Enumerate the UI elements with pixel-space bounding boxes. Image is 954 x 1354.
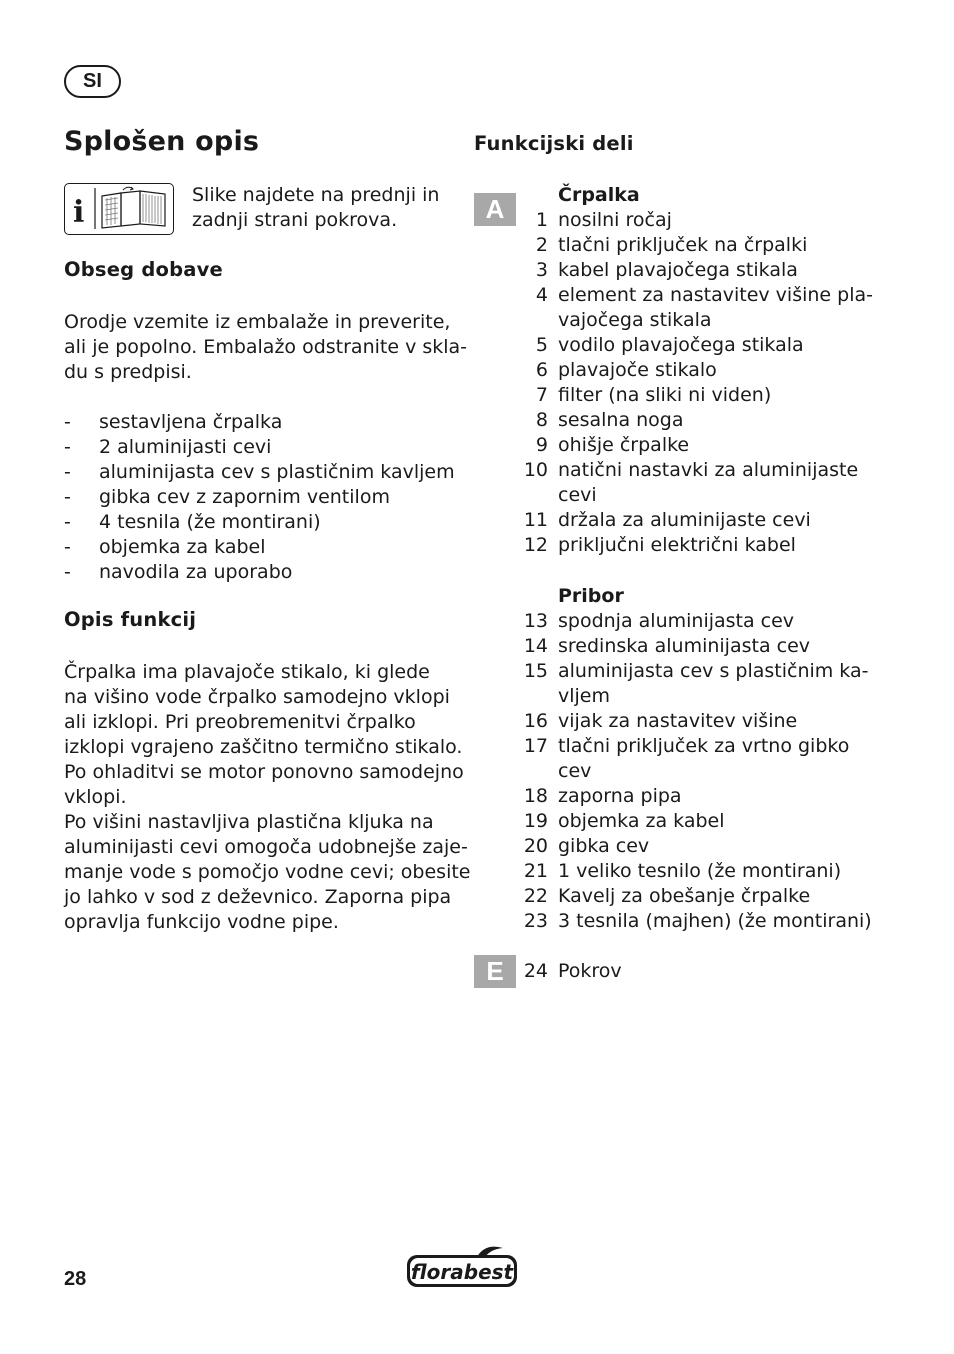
function-text-line: izklopi vgrajeno zaščitno termično stikalo. [64,736,463,758]
svg-text:i: i [73,195,85,230]
pump-subheading: Črpalka [558,184,640,206]
function-text-line: Po ohladitvi se motor ponovno samodejno [64,761,464,783]
part-number: 9 [535,434,548,456]
function-text-line: manje vode s pomočjo vodne cevi; obesite [64,861,471,883]
part-number: 24 [523,960,548,982]
part-number: 11 [523,509,548,531]
part-number: 1 [535,209,548,231]
part-label: vajočega stikala [558,309,712,331]
function-text-line: na višino vode črpalko samodejno vklopi [64,686,450,708]
part-number: 21 [523,860,548,882]
parts-heading: Funkcijski deli [474,132,634,155]
part-number: 7 [535,384,548,406]
part-number: 18 [523,785,548,807]
function-text-line: aluminijasti cevi omogoča udobnejše zaje- [64,836,468,858]
part-number: 6 [535,359,548,381]
part-label: gibka cev [558,835,650,857]
part-label: element za nastavitev višine pla- [558,284,873,306]
part-number: 19 [523,810,548,832]
part-label: Pokrov [558,960,622,982]
part-number: 5 [535,334,548,356]
part-label: 1 veliko tesnilo (že montirani) [558,860,842,882]
scope-intro-line: ali je popolno. Embalažo odstranite v skla- [64,336,468,358]
part-label: priključni električni kabel [558,534,796,556]
part-label: tlačni priključek za vrtno gibko [558,735,850,757]
function-text-line: Črpalka ima plavajoče stikalo, ki glede [64,661,430,683]
part-number: 2 [535,234,548,256]
function-text [64,660,471,935]
function-text-line: opravlja funkcijo vodne pipe. [64,911,339,933]
part-label: natični nastavki za aluminijaste [558,459,859,481]
part-number: 4 [535,284,548,306]
part-label: kabel plavajočega stikala [558,259,798,281]
function-text-line: ali izklopi. Pri preobremenitvi črpalko [64,711,416,733]
part-label: cevi [558,484,597,506]
part-label: držala za aluminijaste cevi [558,509,811,531]
page-number: 28 [64,1268,87,1290]
part-label: zaporna pipa [558,785,682,807]
part-label: tlačni priključek na črpalki [558,234,808,256]
part-label: nosilni ročaj [558,209,672,231]
scope-intro-line: du s predpisi. [64,361,192,383]
part-number: 12 [523,534,548,556]
part-label: spodnja aluminijasta cev [558,610,795,632]
part-label: objemka za kabel [558,810,725,832]
function-heading: Opis funkcij [64,608,197,631]
info-note [192,183,439,233]
info-note-line: zadnji strani pokrova. [192,209,398,231]
part-label: sredinska aluminijasta cev [558,635,811,657]
part-label: plavajoče stikalo [558,359,717,381]
function-text-line: Po višini nastavljiva plastična kljuka na [64,811,434,833]
function-text-line: jo lahko v sod z deževnico. Zaporna pipa [64,886,452,908]
part-label: filter (na sliki ni viden) [558,384,772,406]
scope-intro [64,310,467,385]
part-number: 3 [535,259,548,281]
function-text-line: vklopi. [64,786,127,808]
part-number: 15 [523,660,548,682]
part-label: vodilo plavajočega stikala [558,334,804,356]
figure-marker-a: A [474,193,516,226]
part-number: 14 [523,635,548,657]
info-note-line: Slike najdete na prednji in [192,184,440,206]
language-badge: SI [64,65,121,98]
scope-intro-line: Orodje vzemite iz embalaže in preverite, [64,311,451,333]
part-number: 10 [523,459,548,481]
page-title: Splošen opis [64,126,260,157]
svg-text:florabest: florabest [410,1260,514,1284]
part-number: 22 [523,885,548,907]
part-label: cev [558,760,592,782]
part-label: vijak za nastavitev višine [558,710,798,732]
part-label: ohišje črpalke [558,434,690,456]
info-book-icon [64,183,174,235]
accessories-subheading: Pribor [558,585,624,607]
part-number: 13 [523,610,548,632]
part-number: 8 [535,409,548,431]
scope-heading: Obseg dobave [64,258,223,281]
brand-logo [405,1245,520,1295]
part-number: 23 [523,910,548,932]
part-number: 16 [523,710,548,732]
figure-marker-e: E [474,955,516,988]
part-number: 20 [523,835,548,857]
part-label: 3 tesnila (majhen) (že montirani) [558,910,872,932]
part-number: 17 [523,735,548,757]
part-label: vljem [558,685,610,707]
part-label: Kavelj za obešanje črpalke [558,885,811,907]
part-label: sesalna noga [558,409,684,431]
part-label: aluminijasta cev s plastičnim ka- [558,660,869,682]
